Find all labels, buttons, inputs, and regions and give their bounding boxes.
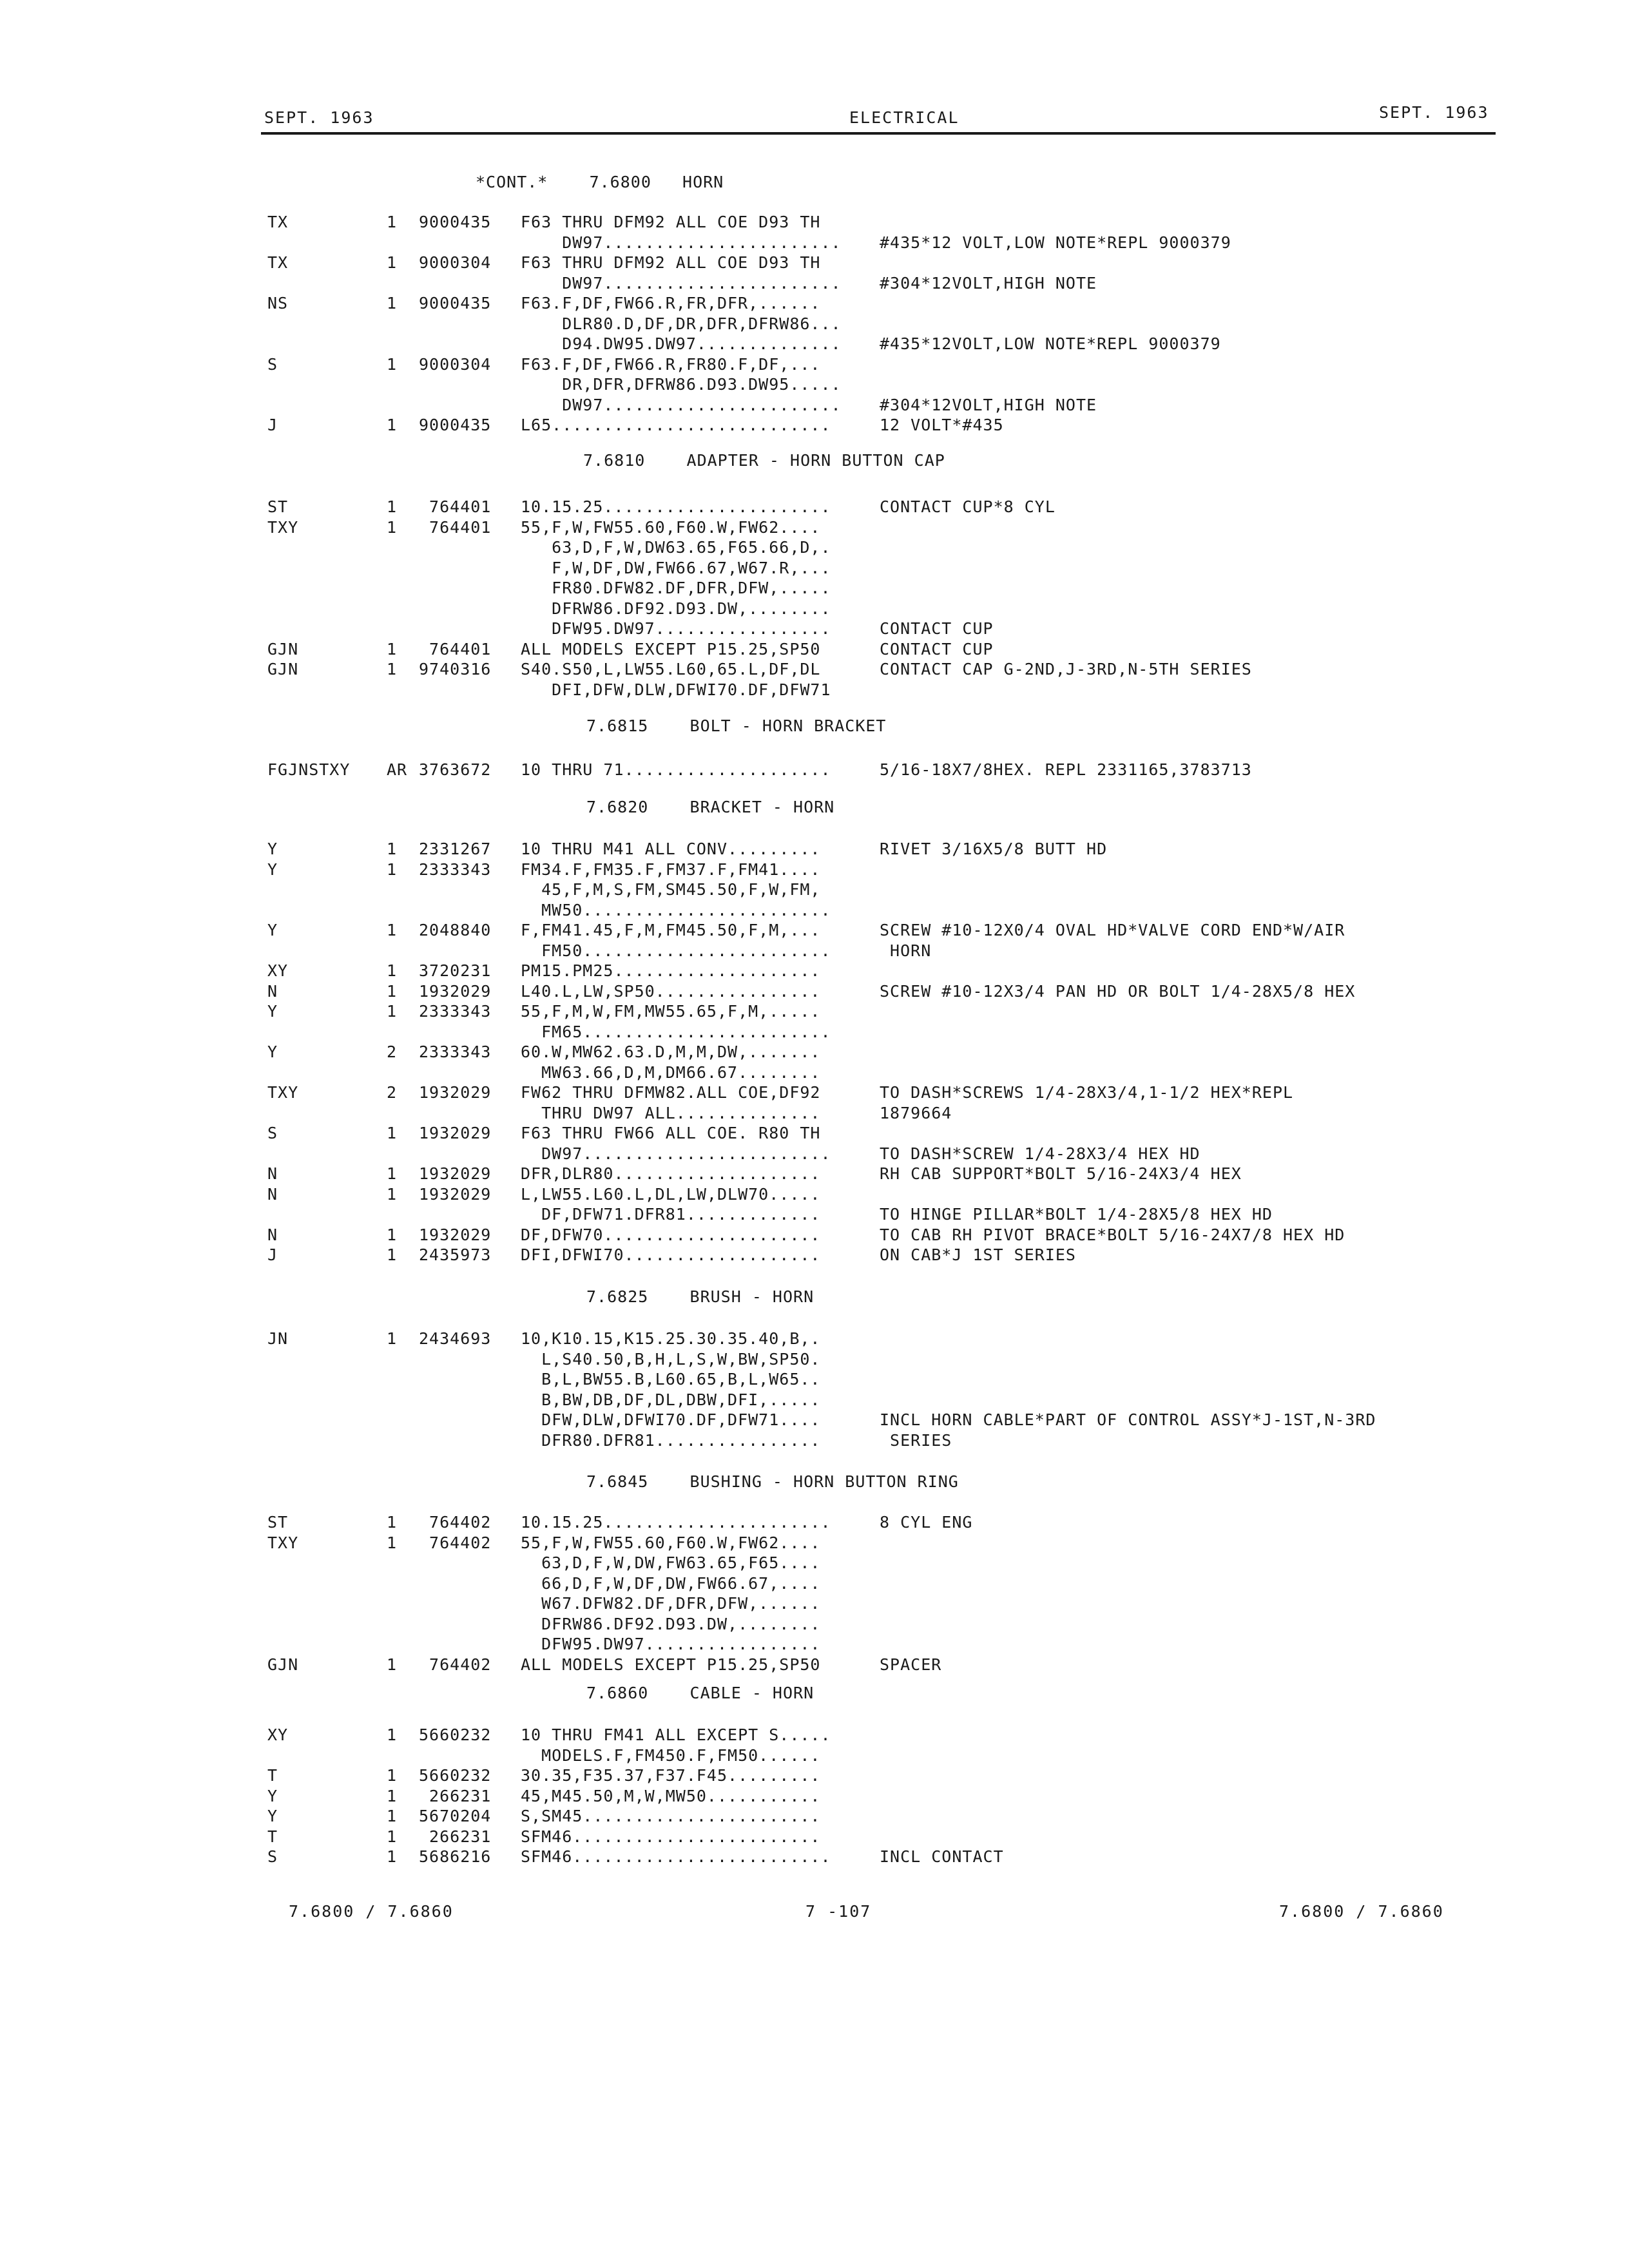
model-application: DF,DFW71.DFR81............. [521, 1205, 821, 1224]
model-code: ST [267, 1513, 289, 1532]
model-application: DFR80.DFR81................ [521, 1430, 821, 1450]
model-code: NS [267, 294, 289, 312]
model-application: S40.S50,L,LW55.L60,65.L,DF,DL [521, 660, 821, 678]
footer-page-number: 7 -107 [805, 1902, 872, 1921]
part-number: 1932029 [419, 1225, 492, 1244]
model-code: TX [267, 253, 289, 272]
model-application: DW97....................... [521, 233, 842, 252]
part-number: 2333343 [419, 1002, 492, 1021]
part-number: 764401 [419, 497, 492, 516]
model-code: J [267, 1245, 278, 1264]
quantity: 1 [387, 1827, 398, 1846]
model-code: TXY [267, 1533, 299, 1552]
part-number: 9000435 [419, 213, 492, 231]
model-code: JN [267, 1329, 289, 1348]
quantity: 1 [387, 1513, 398, 1532]
part-note: 5/16-18X7/8HEX. REPL 2331165,3783713 [880, 760, 1252, 779]
model-application: FW62 THRU DFMW82.ALL COE,DF92 [521, 1083, 821, 1102]
model-application: 10.15.25...................... [521, 1513, 831, 1532]
model-code: Y [267, 1043, 278, 1061]
model-application: FM65........................ [521, 1022, 831, 1041]
section-title: 7.6815 BOLT - HORN BRACKET [586, 716, 887, 735]
quantity: 1 [387, 1655, 398, 1674]
part-note: INCL CONTACT [880, 1847, 1004, 1866]
part-number: 1932029 [419, 1184, 492, 1204]
part-note: RIVET 3/16X5/8 BUTT HD [880, 840, 1108, 858]
model-application: DFW95.DW97................. [521, 619, 831, 638]
quantity: 1 [387, 1533, 398, 1552]
part-number: 266231 [419, 1827, 492, 1846]
model-application: B,BW,DB,DF,DL,DBW,DFI,..... [521, 1390, 821, 1409]
part-number: 1932029 [419, 1164, 492, 1183]
model-application: 63,D,F,W,DW63.65,F65.66,D,. [521, 538, 831, 557]
section-title: 7.6820 BRACKET - HORN [586, 798, 835, 816]
part-number: 764401 [419, 639, 492, 658]
model-application: MW63.66,D,M,DM66.67........ [521, 1062, 821, 1082]
quantity: 1 [387, 921, 398, 939]
quantity: 1 [387, 1725, 398, 1744]
part-number: 764401 [419, 517, 492, 537]
model-application: 63,D,F,W,DW,FW63.65,F65.... [521, 1553, 821, 1572]
part-number: 3763672 [419, 760, 492, 779]
part-note: ON CAB*J 1ST SERIES [880, 1245, 1076, 1264]
model-application: FM50........................ [521, 941, 831, 960]
quantity: 1 [387, 1164, 398, 1183]
header-date-left: SEPT. 1963 [264, 108, 374, 127]
model-application: 55,F,W,FW55.60,F60.W,FW62.... [521, 1533, 821, 1552]
quantity: 1 [387, 416, 398, 434]
part-number: 1932029 [419, 981, 492, 1001]
quantity: 1 [387, 1124, 398, 1142]
section-title: 7.6810 ADAPTER - HORN BUTTON CAP [583, 451, 945, 470]
model-code: T [267, 1766, 278, 1785]
quantity: AR [387, 760, 408, 779]
model-application: 66,D,F,W,DF,DW,FW66.67,.... [521, 1573, 821, 1593]
model-application: FR80.DFW82.DF,DFR,DFW,..... [521, 579, 831, 597]
part-note: TO CAB RH PIVOT BRACE*BOLT 5/16-24X7/8 HEX HD [880, 1225, 1345, 1244]
part-number: 9000435 [419, 416, 492, 434]
model-application: 10.15.25...................... [521, 497, 831, 516]
part-note: #435*12 VOLT,LOW NOTE*REPL 9000379 [880, 233, 1231, 252]
part-number: 5686216 [419, 1847, 492, 1866]
part-number: 1932029 [419, 1083, 492, 1102]
quantity: 1 [387, 1002, 398, 1021]
section-title: 7.6825 BRUSH - HORN [586, 1287, 815, 1306]
model-code: GJN [267, 660, 299, 678]
quantity: 1 [387, 253, 398, 272]
part-note: RH CAB SUPPORT*BOLT 5/16-24X3/4 HEX [880, 1164, 1242, 1183]
model-application: DW97....................... [521, 395, 842, 414]
model-code: TXY [267, 1083, 299, 1102]
header-section-title: ELECTRICAL [849, 108, 959, 127]
model-application: ALL MODELS EXCEPT P15.25,SP50 [521, 639, 821, 658]
quantity: 1 [387, 1245, 398, 1264]
part-note: INCL HORN CABLE*PART OF CONTROL ASSY*J-1ST,N-3RD [880, 1410, 1376, 1429]
quantity: 1 [387, 517, 398, 537]
model-application: DFW95.DW97................. [521, 1635, 821, 1653]
model-code: Y [267, 921, 278, 939]
model-application: THRU DW97 ALL.............. [521, 1103, 821, 1122]
model-application: F,W,DF,DW,FW66.67,W67.R,... [521, 558, 831, 577]
model-application: MODELS.F,FM450.F,FM50...... [521, 1745, 821, 1765]
part-number: 2435973 [419, 1245, 492, 1264]
part-note: SCREW #10-12X3/4 PAN HD OR BOLT 1/4-28X5/8 HEX [880, 981, 1356, 1001]
part-number: 2333343 [419, 1043, 492, 1061]
quantity: 1 [387, 1766, 398, 1785]
quantity: 1 [387, 497, 398, 516]
quantity: 1 [387, 294, 398, 312]
quantity: 1 [387, 961, 398, 980]
part-note: #304*12VOLT,HIGH NOTE [880, 273, 1097, 293]
header-date-right: SEPT. 1963 [1379, 103, 1489, 122]
model-application: 55,F,W,FW55.60,F60.W,FW62.... [521, 517, 821, 537]
quantity: 1 [387, 1329, 398, 1348]
model-application: MW50........................ [521, 900, 831, 919]
part-note: SCREW #10-12X0/4 OVAL HD*VALVE CORD END*W/AIR [880, 921, 1345, 939]
model-application: DLR80.D,DF,DR,DFR,DFRW86... [521, 314, 842, 333]
quantity: 1 [387, 1786, 398, 1805]
quantity: 1 [387, 860, 398, 879]
model-application: 10 THRU FM41 ALL EXCEPT S..... [521, 1725, 831, 1744]
quantity: 1 [387, 1847, 398, 1866]
quantity: 1 [387, 981, 398, 1001]
model-code: T [267, 1827, 278, 1846]
model-code: S [267, 1124, 278, 1142]
model-application: DFI,DFWI70................... [521, 1245, 821, 1264]
quantity: 2 [387, 1083, 398, 1102]
model-application: B,L,BW55.B,L60.65,B,L,W65.. [521, 1370, 821, 1389]
part-number: 5660232 [419, 1766, 492, 1785]
model-application: SFM46......................... [521, 1847, 831, 1866]
part-number: 266231 [419, 1786, 492, 1805]
model-code: Y [267, 860, 278, 879]
model-code: N [267, 981, 278, 1001]
model-application: W67.DFW82.DF,DFR,DFW,...... [521, 1594, 821, 1613]
model-application: S,SM45....................... [521, 1807, 821, 1825]
part-note: #304*12VOLT,HIGH NOTE [880, 395, 1097, 414]
model-application: L,LW55.L60.L,DL,LW,DLW70..... [521, 1184, 821, 1204]
quantity: 2 [387, 1043, 398, 1061]
model-code: Y [267, 1002, 278, 1021]
model-application: 55,F,M,W,FM,MW55.65,F,M,..... [521, 1002, 821, 1021]
part-number: 5660232 [419, 1725, 492, 1744]
part-note: CONTACT CUP [880, 619, 994, 638]
model-application: F63.F,DF,FW66.R,FR80.F,DF,... [521, 354, 821, 374]
part-number: 2434693 [419, 1329, 492, 1348]
part-note: 8 CYL ENG [880, 1513, 973, 1532]
part-number: 9000304 [419, 253, 492, 272]
model-application: DFI,DFW,DLW,DFWI70.DF,DFW71 [521, 680, 831, 699]
quantity: 1 [387, 639, 398, 658]
footer-range-right: 7.6800 / 7.6860 [1279, 1902, 1444, 1921]
section-title: 7.6860 CABLE - HORN [586, 1684, 815, 1702]
model-application: 10 THRU 71.................... [521, 760, 831, 779]
model-application: DFRW86.DF92.D93.DW,........ [521, 1614, 821, 1633]
model-application: SFM46........................ [521, 1827, 821, 1846]
part-note: 12 VOLT*#435 [880, 416, 1004, 434]
quantity: 1 [387, 213, 398, 231]
part-note: CONTACT CAP G-2ND,J-3RD,N-5TH SERIES [880, 660, 1252, 678]
quantity: 1 [387, 840, 398, 858]
model-code: S [267, 354, 278, 374]
model-application: DW97....................... [521, 273, 842, 293]
model-application: DF,DFW70..................... [521, 1225, 821, 1244]
part-number: 764402 [419, 1533, 492, 1552]
model-application: 45,M45.50,M,W,MW50........... [521, 1786, 821, 1805]
quantity: 1 [387, 354, 398, 374]
model-application: L65........................... [521, 416, 831, 434]
quantity: 1 [387, 1184, 398, 1204]
part-note: SPACER [880, 1655, 942, 1674]
model-application: F63 THRU DFM92 ALL COE D93 TH [521, 213, 821, 231]
model-application: PM15.PM25.................... [521, 961, 821, 980]
model-code: N [267, 1184, 278, 1204]
model-code: TXY [267, 517, 299, 537]
model-code: TX [267, 213, 289, 231]
model-application: D94.DW95.DW97.............. [521, 334, 842, 353]
model-application: DW97........................ [521, 1144, 831, 1163]
model-code: Y [267, 840, 278, 858]
model-application: F63 THRU DFM92 ALL COE D93 TH [521, 253, 821, 272]
model-code: GJN [267, 639, 299, 658]
part-number: 1932029 [419, 1124, 492, 1142]
model-application: F63.F,DF,FW66.R,FR,DFR,...... [521, 294, 821, 312]
part-note: #435*12VOLT,LOW NOTE*REPL 9000379 [880, 334, 1221, 353]
model-code: J [267, 416, 278, 434]
model-application: F,FM41.45,F,M,FM45.50,F,M,... [521, 921, 821, 939]
model-code: GJN [267, 1655, 299, 1674]
part-number: 9000435 [419, 294, 492, 312]
model-application: 10,K10.15,K15.25.30.35.40,B,. [521, 1329, 821, 1348]
part-number: 3720231 [419, 961, 492, 980]
quantity: 1 [387, 660, 398, 678]
quantity: 1 [387, 1807, 398, 1825]
quantity: 1 [387, 1225, 398, 1244]
section-title: 7.6845 BUSHING - HORN BUTTON RING [586, 1472, 959, 1491]
model-application: DFW,DLW,DFWI70.DF,DFW71.... [521, 1410, 821, 1429]
model-application: 30.35,F35.37,F37.F45......... [521, 1766, 821, 1785]
part-number: 2333343 [419, 860, 492, 879]
part-number: 9740316 [419, 660, 492, 678]
part-number: 2331267 [419, 840, 492, 858]
model-code: Y [267, 1807, 278, 1825]
part-note: 1879664 [880, 1103, 952, 1122]
part-note: TO DASH*SCREWS 1/4-28X3/4,1-1/2 HEX*REPL [880, 1083, 1294, 1102]
model-application: ALL MODELS EXCEPT P15.25,SP50 [521, 1655, 821, 1674]
model-application: DFR,DLR80.................... [521, 1164, 821, 1183]
part-note: TO HINGE PILLAR*BOLT 1/4-28X5/8 HEX HD [880, 1205, 1273, 1224]
part-number: 764402 [419, 1655, 492, 1674]
model-code: N [267, 1225, 278, 1244]
model-application: 10 THRU M41 ALL CONV......... [521, 840, 821, 858]
model-application: L40.L,LW,SP50................ [521, 981, 821, 1001]
model-code: S [267, 1847, 278, 1866]
model-application: DFRW86.DF92.D93.DW,........ [521, 599, 831, 618]
part-number: 5670204 [419, 1807, 492, 1825]
model-code: XY [267, 1725, 289, 1744]
part-note: CONTACT CUP*8 CYL [880, 497, 1055, 516]
model-application: DR,DFR,DFRW86.D93.DW95..... [521, 375, 842, 394]
model-application: 60.W,MW62.63.D,M,M,DW,....... [521, 1043, 821, 1061]
footer-range-left: 7.6800 / 7.6860 [289, 1902, 454, 1921]
part-note: SERIES [880, 1430, 952, 1450]
section-title: *CONT.* 7.6800 HORN [476, 173, 724, 191]
model-application: 45,F,M,S,FM,SM45.50,F,W,FM, [521, 880, 821, 899]
model-code: FGJNSTXY [267, 760, 351, 779]
part-number: 2048840 [419, 921, 492, 939]
model-code: XY [267, 961, 289, 980]
part-note: HORN [880, 941, 932, 960]
model-code: N [267, 1164, 278, 1183]
model-application: FM34.F,FM35.F,FM37.F,FM41.... [521, 860, 821, 879]
part-note: TO DASH*SCREW 1/4-28X3/4 HEX HD [880, 1144, 1200, 1163]
part-number: 9000304 [419, 354, 492, 374]
model-code: Y [267, 1786, 278, 1805]
model-application: L,S40.50,B,H,L,S,W,BW,SP50. [521, 1349, 821, 1369]
part-number: 764402 [419, 1513, 492, 1532]
model-application: F63 THRU FW66 ALL COE. R80 TH [521, 1124, 821, 1142]
part-note: CONTACT CUP [880, 639, 994, 658]
model-code: ST [267, 497, 289, 516]
